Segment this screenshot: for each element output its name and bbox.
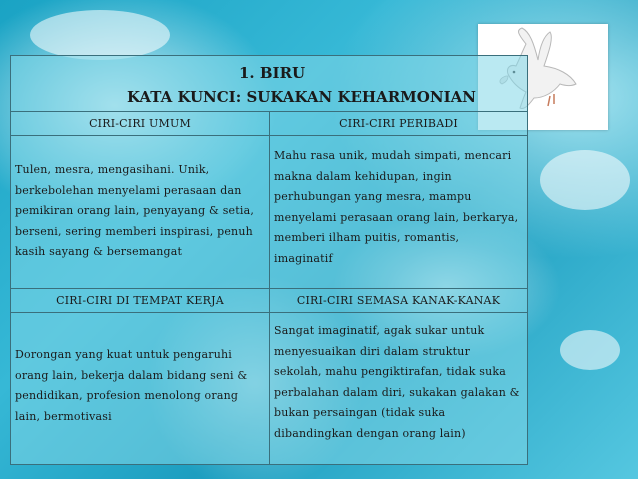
header-kanak-kanak: CIRI-CIRI SEMASA KANAK-KANAK bbox=[270, 288, 527, 312]
text-line: lain, bermotivasi bbox=[15, 409, 112, 423]
keyword-title: KATA KUNCI: SUKAKAN KEHARMONIAN bbox=[127, 88, 476, 106]
text-line: Mahu rasa unik, mudah simpati, mencari bbox=[274, 149, 512, 162]
text-line: bukan persaingan (tidak suka bbox=[274, 406, 446, 419]
text-line: Dorongan yang kuat untuk pengaruhi bbox=[15, 348, 233, 361]
title-block bbox=[11, 56, 527, 111]
text-line: menyelami perasaan orang lain, berkarya, bbox=[274, 210, 519, 224]
cell-tempat-kerja bbox=[11, 312, 269, 464]
paint-splash bbox=[560, 330, 620, 370]
paint-splash bbox=[540, 150, 630, 210]
cell-ciri-umum bbox=[11, 135, 269, 288]
text-line: sekolah, mahu pengiktirafan, tidak suka bbox=[274, 365, 507, 378]
text-line: berkebolehan menyelami perasaan dan bbox=[15, 183, 242, 197]
header-ciri-umum: CIRI-CIRI UMUM bbox=[11, 111, 269, 135]
text-line: makna dalam kehidupan, ingin bbox=[274, 169, 452, 183]
text-line: orang lain, bekerja dalam bidang seni & bbox=[15, 368, 248, 382]
header-tempat-kerja: CIRI-CIRI DI TEMPAT KERJA bbox=[11, 288, 269, 312]
text-line: perhubungan yang mesra, mampu bbox=[274, 190, 472, 203]
info-table bbox=[10, 55, 528, 465]
text-line: Sangat imaginatif, agak sukar untuk bbox=[274, 324, 485, 337]
text-line: Tulen, mesra, mengasihani. Unik, bbox=[15, 163, 210, 176]
text-line: memberi ilham puitis, romantis, bbox=[274, 231, 460, 244]
text-line: dibandingkan dengan orang lain) bbox=[274, 426, 466, 440]
cell-kanak-kanak bbox=[270, 312, 527, 464]
text-line: perbalahan dalam diri, sukakan galakan & bbox=[274, 385, 520, 399]
cell-ciri-peribadi bbox=[270, 135, 527, 288]
text-line: menyesuaikan diri dalam struktur bbox=[274, 344, 471, 358]
text-line: pemikiran orang lain, penyayang & setia, bbox=[15, 204, 255, 217]
text-line: imaginatif bbox=[274, 251, 333, 265]
text-line: berseni, sering memberi inspirasi, penuh bbox=[15, 224, 253, 238]
paint-splash bbox=[30, 10, 170, 60]
section-title: 1. BIRU bbox=[239, 64, 306, 82]
text-line: pendidikan, profesion menolong orang bbox=[15, 389, 239, 402]
text-line: kasih sayang & bersemangat bbox=[15, 245, 183, 258]
header-ciri-peribadi: CIRI-CIRI PERIBADI bbox=[270, 111, 527, 135]
